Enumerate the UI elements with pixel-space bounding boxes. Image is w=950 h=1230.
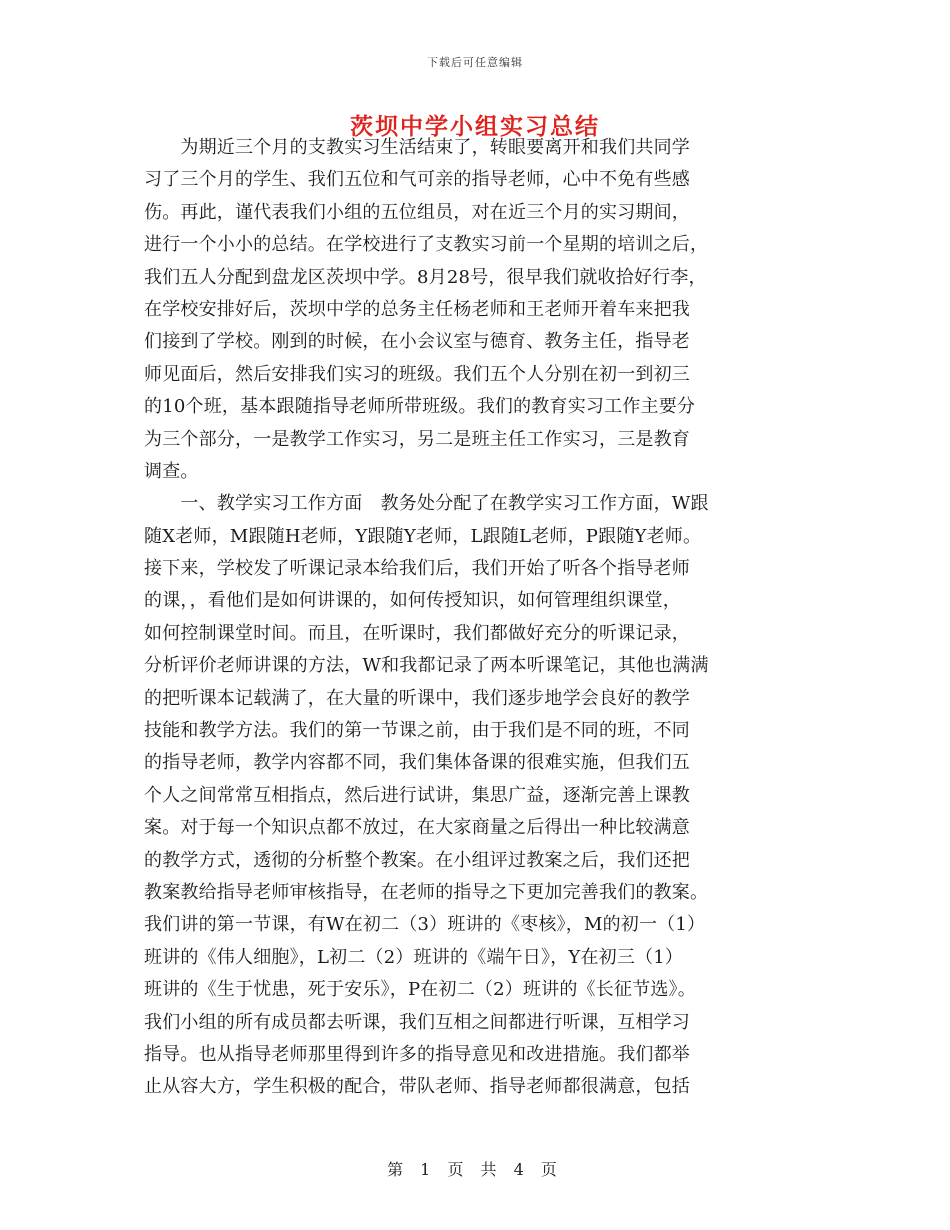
body-line: 伤。再此，谨代表我们小组的五位组员，对在近三个月的实习期间，	[144, 201, 690, 223]
body-line: 的课，，看他们是如何讲课的，如何传授知识，如何管理组织课堂，	[144, 590, 681, 612]
body-line: 分析评价老师讲课的方法，W和我都记录了两本听课笔记，其他也满满	[144, 655, 709, 677]
document-body	[144, 132, 814, 1104]
body-line: 班讲的《伟人细胞》，L初二（2）班讲的《端午日》，Y在初三（1）	[144, 946, 684, 968]
body-line: 们接到了学校。刚到的时候，在小会议室与德育、教务主任，指导老	[144, 331, 690, 353]
body-line: 在学校安排好后，茨坝中学的总务主任杨老师和王老师开着车来把我	[144, 298, 690, 320]
body-line: 我们小组的所有成员都去听课，我们互相之间都进行听课，互相学习	[144, 1011, 690, 1033]
body-line: 随X老师，M跟随H老师，Y跟随Y老师，L跟随L老师，P跟随Y老师。	[144, 525, 702, 547]
body-line: 调查。	[144, 460, 199, 482]
body-line: 案。对于每一个知识点都不放过，在大家商量之后得出一种比较满意	[144, 817, 690, 839]
body-line: 的把听课本记载满了，在大量的听课中，我们逐步地学会良好的教学	[144, 687, 690, 709]
body-line: 我们讲的第一节课，有W在初二（3）班讲的《枣核》，M的初一（1）	[144, 914, 706, 936]
body-line: 的指导老师，教学内容都不同，我们集体备课的很难实施，但我们五	[144, 752, 690, 774]
body-line: 接下来，学校发了听课记录本给我们后，我们开始了听各个指导老师	[144, 558, 690, 580]
body-line: 的教学方式，透彻的分析整个教案。在小组评过教案之后，我们还把	[144, 849, 690, 871]
body-line: 为三个部分，一是教学工作实习，另二是班主任工作实习，三是教育	[144, 428, 690, 450]
body-line: 个人之间常常互相指点，然后进行试讲，集思广益，逐渐完善上课教	[144, 784, 690, 806]
body-line: 班讲的《生于忧患，死于安乐》，P在初二（2）班讲的《长征节选》。	[144, 979, 696, 1001]
body-line: 技能和教学方法。我们的第一节课之前，由于我们是不同的班，不同	[144, 720, 690, 742]
document-title: 茨坝中学小组实习总结	[350, 113, 600, 140]
body-line: 为期近三个月的支教实习生活结束了，转眼要离开和我们共同学	[144, 137, 690, 158]
body-line: 我们五人分配到盘龙区茨坝中学。8月28号，很早我们就收拾好行李，	[144, 266, 707, 288]
page-footer: 第 1 页 共 4 页	[387, 1160, 563, 1179]
body-line: 进行一个小小的总结。在学校进行了支教实习前一个星期的培训之后，	[144, 234, 709, 256]
body-line: 的10个班，基本跟随指导老师所带班级。我们的教育实习工作主要分	[144, 396, 696, 418]
body-line: 止从容大方，学生积极的配合，带队老师、指导老师都很满意，包括	[144, 1076, 690, 1098]
body-line: 如何控制课堂时间。而且，在听课时，我们都做好充分的听课记录，	[144, 622, 690, 644]
body-line: 师见面后，然后安排我们实习的班级。我们五个人分别在初一到初三	[144, 363, 690, 385]
body-line: 教案教给指导老师审核指导，在老师的指导之下更加完善我们的教案。	[144, 881, 709, 903]
header-note: 下载后可任意编辑	[427, 56, 523, 69]
body-line: 习了三个月的学生、我们五位和气可亲的指导老师，心中不免有些感	[144, 169, 690, 191]
body-line: 指导。也从指导老师那里得到许多的指导意见和改进措施。我们都举	[144, 1043, 690, 1065]
body-line: 一、教学实习工作方面 教务处分配了在教学实习工作方面，W跟	[144, 493, 709, 515]
